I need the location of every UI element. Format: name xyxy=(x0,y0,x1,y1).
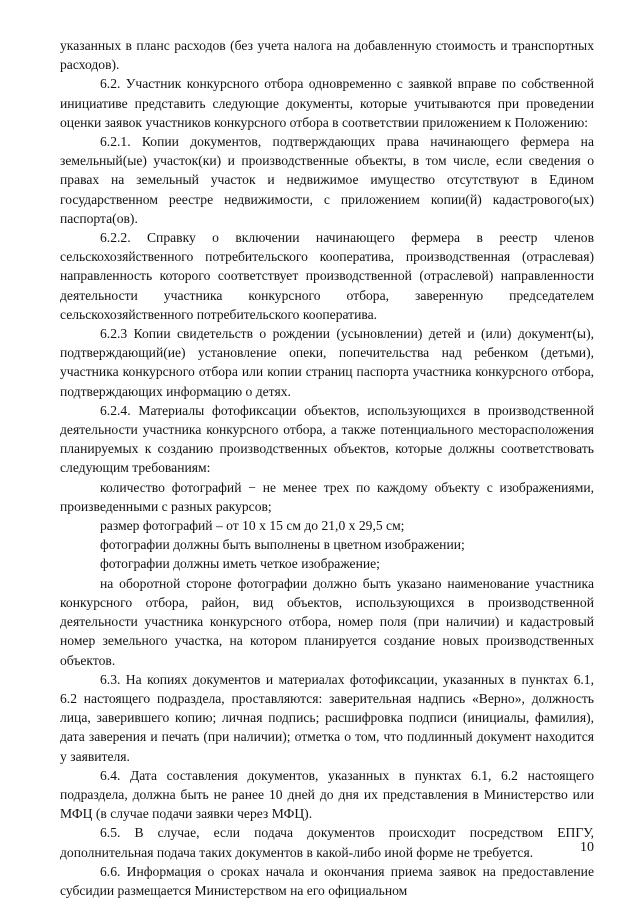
paragraph-6-2: 6.2. Участник конкурсного отбора одновременно с заявкой вправе по собственной инициативе представить следующие документы, которые учитываются при проведении оценки заявок участников конкурсного отбора в соответствии приложением к Положению: xyxy=(60,76,594,130)
paragraph-6-2-3: 6.2.3 Копии свидетельств о рождении (усыновлении) детей и (или) документ(ы), подтверждающий(ие) установление опеки, попечительства над ребенком (детьми), участника конкурсного отбора или копии страниц паспорта участника конкурсного отбора, подтверждающих информацию о детях. xyxy=(60,326,594,399)
paragraph-6-6: 6.6. Информация о сроках начала и окончания приема заявок на предоставление субсидии размещается Министерством на его официальном xyxy=(60,863,594,898)
requirement-photo-count: количество фотографий − не менее трех по каждому объекту с изображениями, произведенными с разных ракурсов; xyxy=(60,479,594,514)
paragraph-6-2-4: 6.2.4. Материалы фотофиксации объектов, использующихся в производственной деятельности участника конкурсного отбора, а также потенциального месторасположения планируемых к созданию производственных объектов, которые должны соответствовать следующим требованиям: xyxy=(60,402,594,476)
paragraph-1: указанных в планс расходов (без учета налога на добавленную стоимость и транспортных расходов). xyxy=(60,38,594,73)
page-number: 10 xyxy=(580,840,594,855)
requirement-photo-size: размер фотографий – от 10 х 15 см до 21,0 х 29,5 см; xyxy=(100,518,405,534)
requirement-photo-backside: на оборотной стороне фотографии должно быть указано наименование участника конкурсного отбора, район, вид объектов, использующихся в производственной деятельности участника конкурсного отбора, номер поля (при наличии) и кадастровый номер земельного участка, на котором планируется создание новых производственных объектов. xyxy=(60,575,594,668)
paragraph-6-2-1: 6.2.1. Копии документов, подтверждающих права начинающего фермера на земельный(ые) участок(ки) и производственные объекты, в том числе, если сведения о правах на земельный участок и недвижимое имущество отсутствуют в Едином государственном реестре недвижимости, с приложением копии(й) кадастрового(ых) паспорта(ов). xyxy=(60,134,594,226)
paragraph-6-4: 6.4. Дата составления документов, указанных в пунктах 6.1, 6.2 настоящего подраздела, должна быть не ранее 10 дней до дня их представления в Министерство или МФЦ (в случае подачи заявки через МФЦ). xyxy=(60,767,594,822)
requirement-photo-color: фотографии должны быть выполнены в цветном изображении; xyxy=(100,537,465,553)
paragraph-6-2-2: 6.2.2. Справку о включении начинающего фермера в реестр членов сельскохозяйственного потребительского кооператива, производственная (отраслевая) направленность которого соответствует производственной (отраслевой) направленности деятельности участника конкурсного отбора, заверенную председателем сельскохозяйственного потребительского кооператива. xyxy=(60,230,594,322)
paragraph-6-5: 6.5. В случае, если подача документов происходит посредством ЕПГУ, дополнительная подача таких документов в какой-либо иной форме не требуется. xyxy=(60,825,594,860)
paragraph-6-3: 6.3. На копиях документов и материалах фотофиксации, указанных в пунктах 6.1, 6.2 настоящего подраздела, проставляются: заверительная надпись «Верно», должность лица, заверившего копию; личная подпись; расшифровка подписи (инициалы, фамилия), дата заверения и печать (при наличии); отметка о том, что подлинный документ находится у заявителя. xyxy=(60,671,594,764)
requirement-photo-clarity: фотографии должны иметь четкое изображение; xyxy=(100,556,380,572)
document-body xyxy=(60,36,594,900)
